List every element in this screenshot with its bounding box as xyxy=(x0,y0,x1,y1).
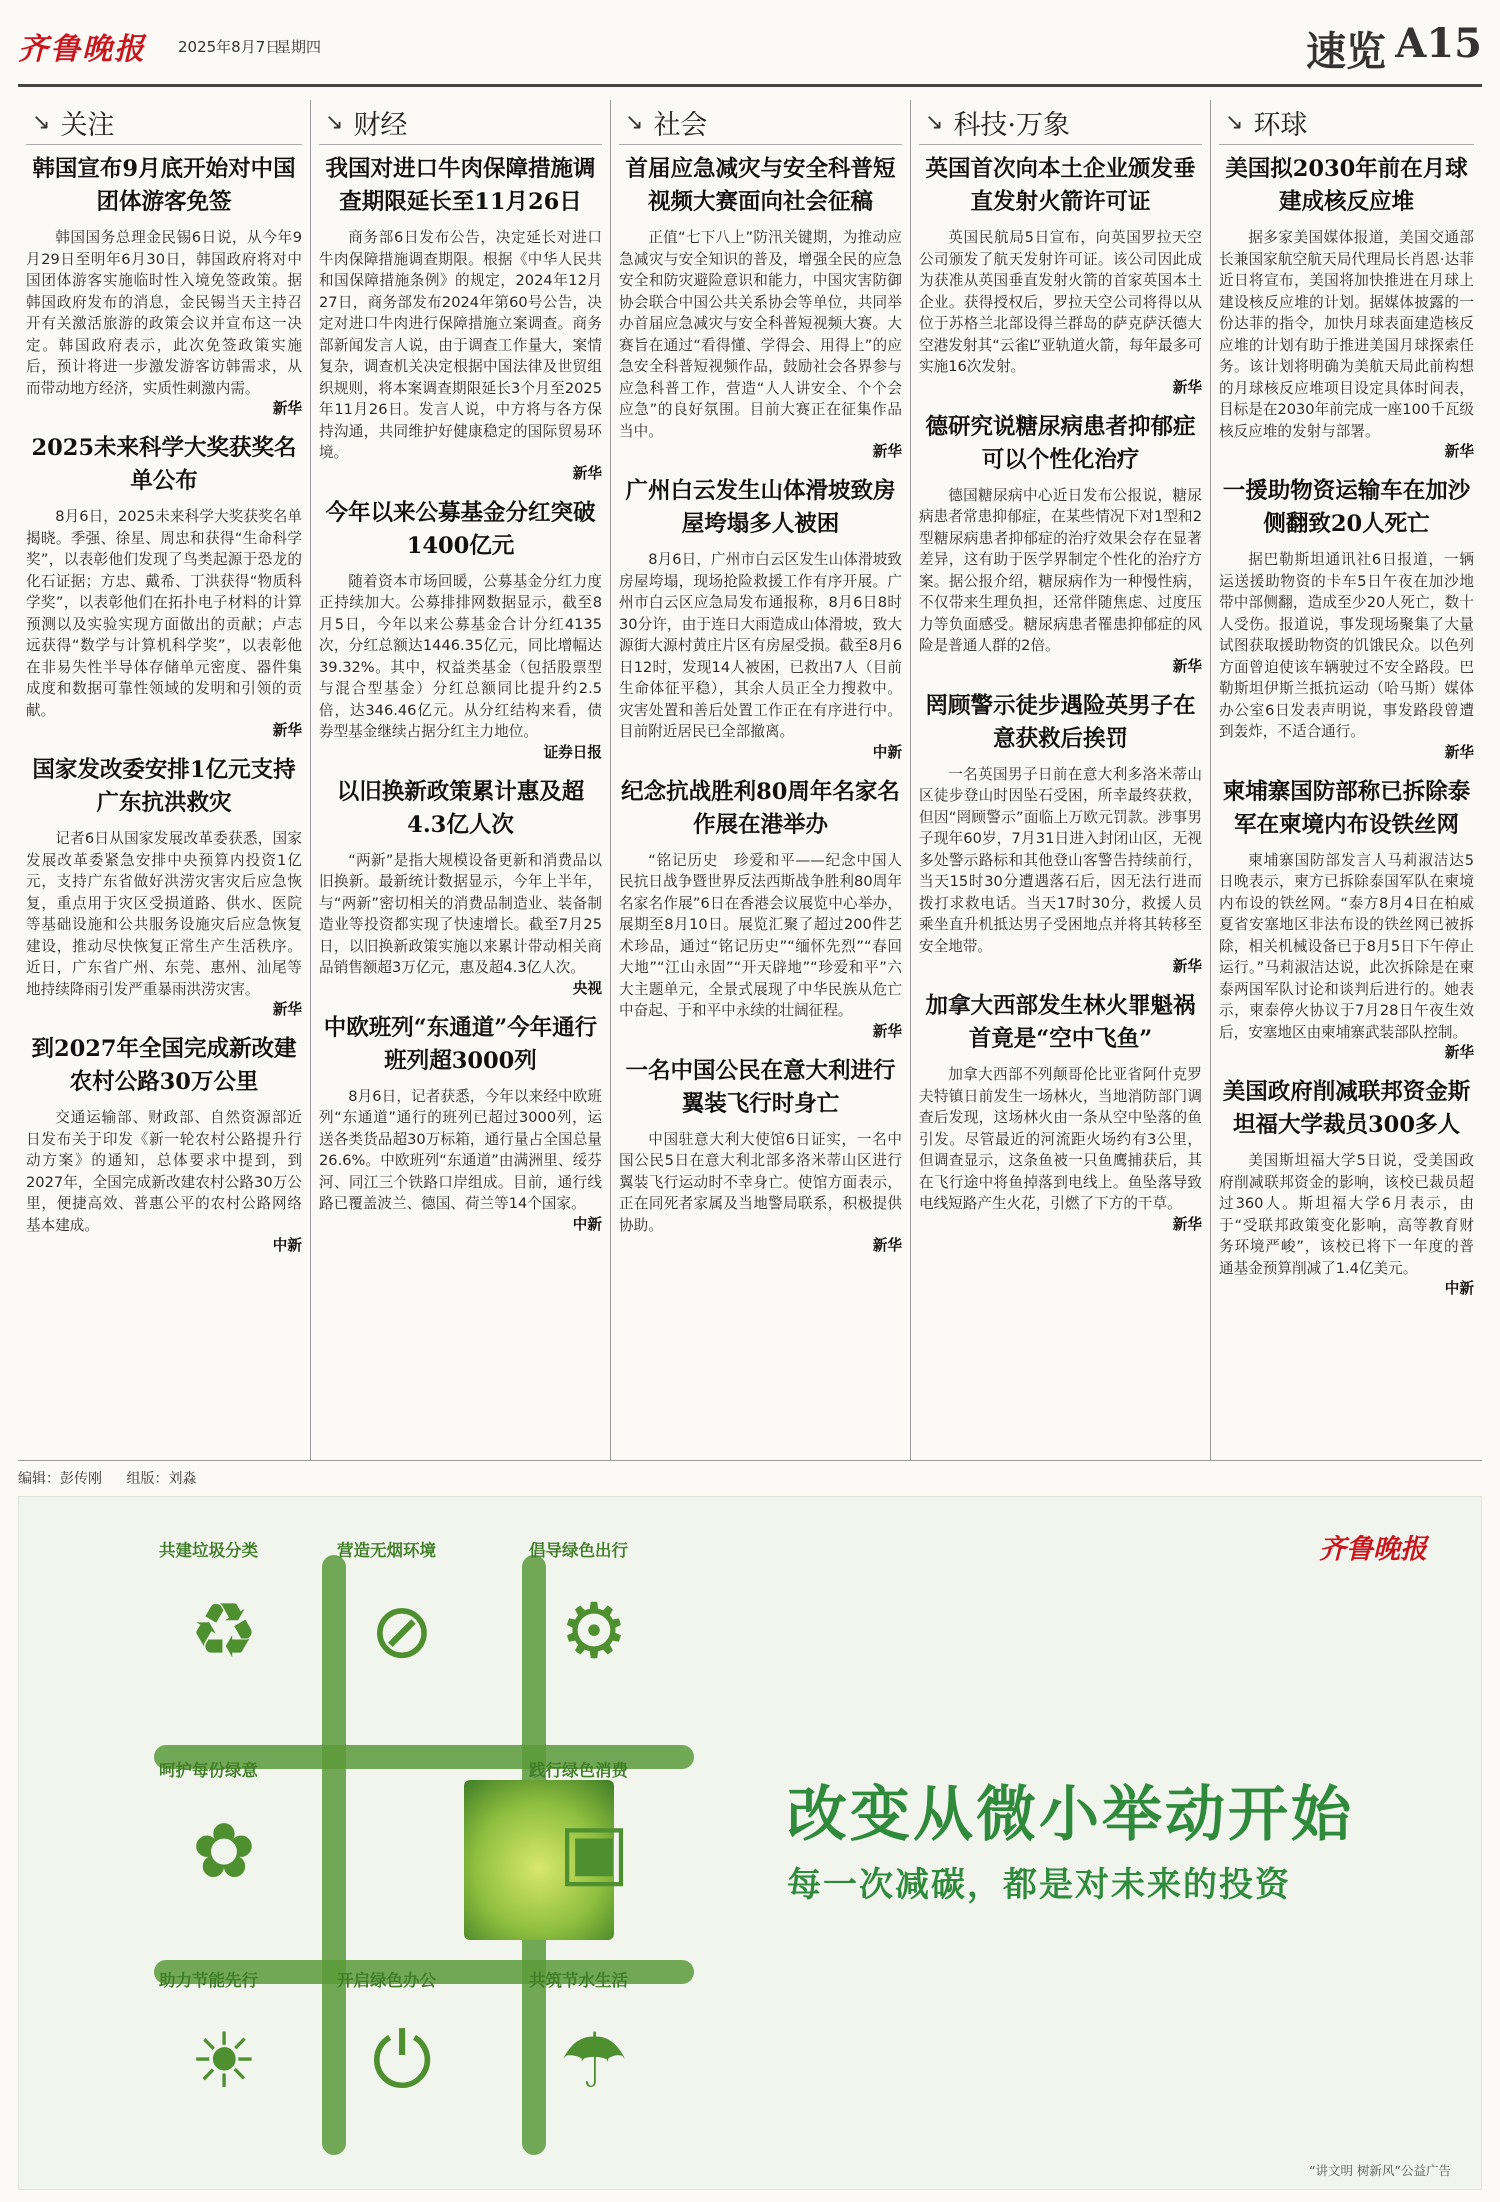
article-source: 新华 xyxy=(872,443,902,460)
ad-label: 践行绿色消费 xyxy=(529,1761,628,1780)
article-headline: 罔顾警示徒步遇险英男子在意获救后挨罚 xyxy=(925,692,1196,752)
article-source: 新华 xyxy=(872,1022,902,1040)
article-headline: 到2027年全国完成新改建农村公路30万公里 xyxy=(31,1036,297,1095)
shopping-cart-icon: ▣ xyxy=(558,1805,630,1895)
masthead xyxy=(18,10,1482,92)
article xyxy=(319,1012,602,1234)
article-body: 8月6日，记者获悉，今年以来经中欧班列“东通道”通行的班列已超过3000列，运送各类货品超30万标箱，通行量占全国总量26.6%。中欧班列“东通道”由满洲里、绥芬河、同江三个铁路口岸组成。目前，通行线路已覆盖波兰、德国、荷兰等14个国家。 xyxy=(319,1087,602,1212)
column-header xyxy=(919,100,1202,145)
section-arrow-icon: ↘ xyxy=(1225,109,1244,135)
article-headline: 英国首次向本土企业颁发垂直发射火箭许可证 xyxy=(925,156,1196,215)
column-1 xyxy=(18,100,310,1460)
ad-label: 呵护每份绿意 xyxy=(159,1761,258,1780)
column-5 xyxy=(1210,100,1482,1460)
article-headline: 纪念抗战胜利80周年名家名作展在港举办 xyxy=(621,778,900,838)
power-button-icon: ⏻ xyxy=(371,2014,433,2104)
article-body: 中国驻意大利大使馆6日证实，一名中国公民5日在意大利北部多洛米蒂山区进行翼装飞行运动时不幸身亡。使馆方面表示，正在同死者家属及当地警局联系，积极提供协助。 xyxy=(619,1130,902,1234)
section-arrow-icon: ↘ xyxy=(625,109,644,135)
article-body: 据多家美国媒体报道，美国交通部长兼国家航空航天局代理局长肖恩·达菲近日将宣布，美国将加快推进在月球上建设核反应堆的计划。据媒体披露的一份达菲的指令，加快月球表面建造核反应堆的计划有助于推进美国月球探索任务。该计划将明确为美航天局此前构想的月球核反应堆项目设定具体时间表，目标是在2030年前完成一座100千瓦级核反应堆的发射与部署。 xyxy=(1219,229,1474,440)
article-source: 新华 xyxy=(1172,378,1202,396)
article-body: “铭记历史 珍爱和平——纪念中国人民抗日战争暨世界反法西斯战争胜利80周年名家名作展”6日在香港会议展览中心举办，展期至8月10日。展览汇聚了超过200件艺术珍品，通过“铭记历史”“缅怀先烈”“春回大地”“江山永固”“开天辟地”“珍爱和平”六大主题单元，全景式展现了中华民族从危亡中奋起、于和平中永续的壮阔征程。 xyxy=(619,851,902,1019)
ad-label: 营造无烟环境 xyxy=(337,1541,436,1560)
article-body: 商务部6日发布公告，决定延长对进口牛肉保障措施调查期限。根据《中华人民共和国保障措施条例》的规定，2024年12月27日，商务部发布2024年第60号公告，决定对进口牛肉进行保障措施立案调查。商务部新闻发言人说，由于调查工作量大，案情复杂，调查机关决定根据中国法律及世贸组织规则，将本案调查期限延长3个月至2025年11月26日。发言人说，中方将与各方保持沟通，共同维护好健康稳定的国际贸易环境。 xyxy=(319,229,602,461)
article-headline: 德研究说糖尿病患者抑郁症可以个性化治疗 xyxy=(925,413,1196,473)
article-body: 英国民航局5日宣布，向英国罗拉天空公司颁发了航天发射许可证。该公司因此成为获准从英国垂直发射火箭的首家英国本土企业。获得授权后，罗拉天空公司将得以从位于苏格兰北部设得兰群岛的萨克萨沃德大空港发射其“云雀L”亚轨道火箭，每年最多可实施16次发射。 xyxy=(919,229,1202,375)
newspaper-logo: 齐鲁晚报 xyxy=(18,32,146,67)
article-headline: 今年以来公募基金分红突破1400亿元 xyxy=(325,499,596,559)
article-source: 新华 xyxy=(272,1001,302,1018)
article-body: 柬埔寨国防部发言人马莉淑洁达5日晚表示，柬方已拆除泰国军队在柬境内布设的铁丝网。“泰方8月4日在柏威夏省安塞地区非法布设的铁丝网已被拆除，相关机械设备已于8月5日下午停止运行。”马莉淑洁达说，此次拆除是在柬泰两国军队讨论和谈判后进行的。她表示，柬泰停火协议于7月28日午夜生效后，安塞地区由柬埔寨武装部队控制。 xyxy=(1219,851,1474,1041)
article xyxy=(26,754,302,1019)
editor-name: 编辑：彭传刚 xyxy=(18,1471,102,1487)
column-header xyxy=(619,100,902,145)
section-arrow-icon: ↘ xyxy=(32,109,51,135)
article-source: 新华 xyxy=(1172,958,1202,975)
article xyxy=(619,153,902,461)
article-body: 8月6日，广州市白云区发生山体滑坡致房屋垮塌，现场抢险救援工作有序开展。广州市白云区应急局发布通报称，8月6日8时30分许，由于连日大雨造成山体滑坡，致大源街大源村黄庄片区有房屋受损。截至8月6日12时，发现14人被困，已救出7人（目前生命体征平稳），其余人员正全力搜救中。灾害处置和善后处置工作正在有序进行中。目前附近居民已全部撤离。 xyxy=(619,551,902,740)
article-source: 中新 xyxy=(272,1237,302,1254)
article-body: 正值“七下八上”防汛关键期，为推动应急减灾与安全知识的普及，增强全民的应急安全和防灾避险意识和能力，中国灾害防御协会联合中国公共关系协会等单位，共同举办首届应急减灾与安全科普短视频大赛。大赛旨在通过“看得懂、学得会、用得上”的应急安全科普短视频作品，鼓励社会各界参与应急科普工作，营造“人人讲安全、个个会应急”的良好氛围。目前大赛正在征集作品当中。 xyxy=(619,229,902,440)
ad-label: 共筑节水生活 xyxy=(529,1971,628,1990)
issue-weekday: 星期四 xyxy=(276,38,322,56)
recycle-basket-icon: ♻ xyxy=(189,1585,259,1675)
layout-name: 组版：刘淼 xyxy=(126,1471,197,1487)
no-smoking-icon: ⊘ xyxy=(370,1585,434,1675)
light-bulb-icon: ☀ xyxy=(189,2015,259,2105)
article xyxy=(619,776,902,1041)
article xyxy=(319,776,602,998)
ad-credit: “讲文明 树新风”公益广告 xyxy=(1309,2163,1451,2178)
article xyxy=(319,153,602,483)
article xyxy=(1219,153,1474,461)
article xyxy=(619,1055,902,1256)
article-source: 中新 xyxy=(872,743,902,761)
ad-logo: 齐鲁晚报 xyxy=(1319,1534,1427,1565)
water-tap-icon: ☂ xyxy=(559,2015,629,2105)
article-source: 中新 xyxy=(572,1215,602,1233)
column-2 xyxy=(310,100,610,1460)
article xyxy=(919,990,1202,1234)
grid-line-v1 xyxy=(322,1555,346,2155)
bicycle-icon: ⚙ xyxy=(559,1585,629,1675)
article xyxy=(1219,1076,1474,1298)
article xyxy=(26,153,302,418)
article-body: 德国糖尿病中心近日发布公报说，糖尿病患者常患抑郁症，在某些情况下对1型和2型糖尿病患者抑郁症的治疗效果会存在显著差异，这有助于医学界制定个性化的治疗方案。据公报介绍，糖尿病作为一种慢性病，不仅带来生理负担，还常伴随焦虑、过度压力等负面感受。糖尿病患者罹患抑郁症的风险是普通人群的2倍。 xyxy=(919,486,1202,654)
article-headline: 一名中国公民在意大利进行翼装飞行时身亡 xyxy=(625,1057,896,1117)
article-headline: 中欧班列“东通道”今年通行班列超3000列 xyxy=(323,1014,598,1074)
ad-label: 助力节能先行 xyxy=(159,1971,258,1990)
article xyxy=(26,1033,302,1255)
article-body: 据巴勒斯坦通讯社6日报道，一辆运送援助物资的卡车5日午夜在加沙地带中部侧翻，造成至少20人死亡，数十人受伤。报道说，事发现场聚集了大量试图获取援助物资的饥饿民众。以色列方面曾迫使该车辆驶过不安全路段。巴勒斯坦伊斯兰抵抗运动（哈马斯）媒体办公室6日发表声明说，事发路段曾遭到轰炸，不适合通行。 xyxy=(1219,551,1474,740)
article xyxy=(919,153,1202,397)
column-4 xyxy=(910,100,1210,1460)
article-body: “两新”是指大规模设备更新和消费品以旧换新。最新统计数据显示，今年上半年，与“两新”密切相关的消费品制造业、装备制造业等投资都实现了快速增长。截至7月25日，以旧换新政策实施以来累计带动相关商品销售额超3万亿元，惠及超4.3亿人次。 xyxy=(319,851,602,976)
article-body: 韩国国务总理金民锡6日说，从今年9月29日至明年6月30日，韩国政府将对中国团体游客实施临时性入境免签政策。据韩国政府发布的消息，金民锡当天主持召开有关激活旅游的政策会议并宣布这一决定。韩国政府表示，此次免签政策实施后，预计将进一步激发游客访韩需求，从而带动地方经济，实质性刺激内需。 xyxy=(26,229,302,397)
section-arrow-icon: ↘ xyxy=(925,109,944,135)
article-headline: 一援助物资运输车在加沙侧翻致20人死亡 xyxy=(1222,478,1471,537)
editor-credits xyxy=(18,1468,216,1488)
article-headline: 韩国宣布9月底开始对中国团体游客免签 xyxy=(32,156,296,215)
ad-label: 共建垃圾分类 xyxy=(159,1541,258,1560)
column-title: 科技·万象 xyxy=(953,109,1071,141)
article-body: 加拿大西部不列颠哥伦比亚省阿什克罗夫特镇日前发生一场林火，当地消防部门调查后发现，这场林火由一条从空中坠落的鱼引发。尽管最近的河流距火场约有3公里，但调查显示，这条鱼被一只鱼鹰捕获后，其在飞行途中将鱼掉落到电线上。鱼坠落导致电线短路产生火花，引燃了下方的干草。 xyxy=(919,1066,1202,1212)
column-title: 财经 xyxy=(353,109,408,141)
article-source: 新华 xyxy=(1444,443,1474,460)
article-source: 央视 xyxy=(572,979,602,997)
article-source: 新华 xyxy=(1444,1044,1474,1061)
column-header xyxy=(1219,100,1474,145)
section-title: 速览 xyxy=(1306,28,1386,75)
article-headline: 2025未来科学大奖获奖名单公布 xyxy=(31,435,297,494)
article xyxy=(1219,776,1474,1063)
article-source: 新华 xyxy=(272,400,302,417)
ad-sub-slogan: 每一次减碳，都是对未来的投资 xyxy=(787,1865,1291,1905)
article-source: 新华 xyxy=(1444,743,1474,761)
public-service-ad xyxy=(18,1496,1482,2190)
column-header xyxy=(26,100,302,145)
ad-label: 倡导绿色出行 xyxy=(529,1541,628,1560)
article-body: 交通运输部、财政部、自然资源部近日发布关于印发《新一轮农村公路提升行动方案》的通知，总体要求中提到，到2027年，全国完成新改建农村公路30万公里，便捷高效、普惠公平的农村公路网络基本建成。 xyxy=(26,1109,302,1234)
column-title: 关注 xyxy=(60,109,115,141)
column-title: 社会 xyxy=(653,109,708,141)
article-body: 美国斯坦福大学5日说，受美国政府削减联邦资金的影响，该校已裁员超过360人。斯坦福大学6月表示，由于“受联邦政策变化影响，高等教育财务环境严峻”，该校已将下一年度的普通基金预算削减了1.4亿美元。 xyxy=(1219,1152,1474,1277)
article-body: 记者6日从国家发展改革委获悉，国家发展改革委紧急安排中央预算内投资1亿元，支持广东省做好洪涝灾害灾后应急恢复，重点用于灾区受损道路、供水、医院等基础设施和公共服务设施灾后应急恢复建设，推动尽快恢复正常生产生活秩序。近日，广东省广州、东莞、惠州、汕尾等地持续降雨引发严重暴雨洪涝灾害。 xyxy=(26,830,302,998)
article xyxy=(26,432,302,740)
article-headline: 广州白云发生山体滑坡致房屋垮塌多人被困 xyxy=(625,478,896,537)
article xyxy=(919,411,1202,676)
article-headline: 柬埔寨国防部称已拆除泰军在柬境内布设铁丝网 xyxy=(1222,778,1471,838)
article-source: 证券日报 xyxy=(543,743,602,761)
page-number: A15 xyxy=(1395,20,1482,67)
article-source: 新华 xyxy=(572,464,602,482)
article xyxy=(919,690,1202,977)
article-headline: 首届应急减灾与安全科普短视频大赛面向社会征稿 xyxy=(625,156,896,215)
ad-label: 开启绿色办公 xyxy=(337,1971,436,1990)
news-columns xyxy=(18,100,1482,1460)
article-source: 新华 xyxy=(1172,1215,1202,1233)
issue-date: 2025年8月7日 xyxy=(178,38,281,56)
footer-rule xyxy=(18,1460,1482,1461)
article-headline: 美国拟2030年前在月球建成核反应堆 xyxy=(1225,156,1468,215)
article-source: 中新 xyxy=(1444,1280,1474,1297)
column-header xyxy=(319,100,602,145)
section-arrow-icon: ↘ xyxy=(325,109,344,135)
article-body: 一名英国男子日前在意大利多洛米蒂山区徒步登山时因坠石受困，所幸最终获救，但因“罔顾警示”面临上万欧元罚款。涉事男子现年60岁，7月31日进入封闭山区，无视多处警示路标和其他登山客警告持续前行，当天15时30分遭遇落石后，因无法行进而拨打求救电话。当天17时30分，救援人员乘坐直升机抵达男子受困地点并将其转移至安全地带。 xyxy=(919,765,1202,955)
article xyxy=(619,475,902,762)
article-source: 新华 xyxy=(872,1237,902,1254)
article xyxy=(1219,475,1474,762)
article-headline: 国家发改委安排1亿元支持广东抗洪救灾 xyxy=(32,757,296,816)
article-headline: 以旧换新政策累计惠及超4.3亿人次 xyxy=(336,778,585,838)
article-body: 8月6日，2025未来科学大奖获奖名单揭晓。季强、徐星、周忠和获得“生命科学奖”，以表彰他们发现了鸟类起源于恐龙的化石证据；方忠、戴希、丁洪获得“物质科学奖”，以表彰他们在拓扑电子材料的计算预测以及实验实现方面做出的贡献；卢志远获得“数学与计算机科学奖”，以表彰他在非易失性半导体存储单元密度、器件集成度和数据可靠性领域的发明和引领的贡献。 xyxy=(26,508,302,719)
hands-plant-icon: ✿ xyxy=(192,1805,256,1895)
article-headline: 我国对进口牛肉保障措施调查期限延长至11月26日 xyxy=(325,156,596,215)
masthead-rule xyxy=(18,84,1482,87)
column-3 xyxy=(610,100,910,1460)
article-source: 新华 xyxy=(1172,657,1202,675)
article-headline: 美国政府削减联邦资金斯坦福大学裁员300多人 xyxy=(1222,1079,1471,1138)
article-source: 新华 xyxy=(272,722,302,739)
article xyxy=(319,497,602,762)
article-headline: 加拿大西部发生林火罪魁祸首竟是“空中飞鱼” xyxy=(925,993,1196,1052)
article-body: 随着资本市场回暖，公募基金分红力度正持续加大。公募排排网数据显示，截至8月5日，今年以来公募基金合计分红4135次，分红总额达1446.35亿元，同比增幅达39.32%。其中，权益类基金（包括股票型与混合型基金）分红总额同比提升约2.5倍，达346.46亿元。从分红结构来看，债券型基金继续占据分红主力地位。 xyxy=(319,572,602,740)
ad-main-slogan: 改变从微小举动开始 xyxy=(787,1780,1354,1850)
column-title: 环球 xyxy=(1253,109,1308,141)
